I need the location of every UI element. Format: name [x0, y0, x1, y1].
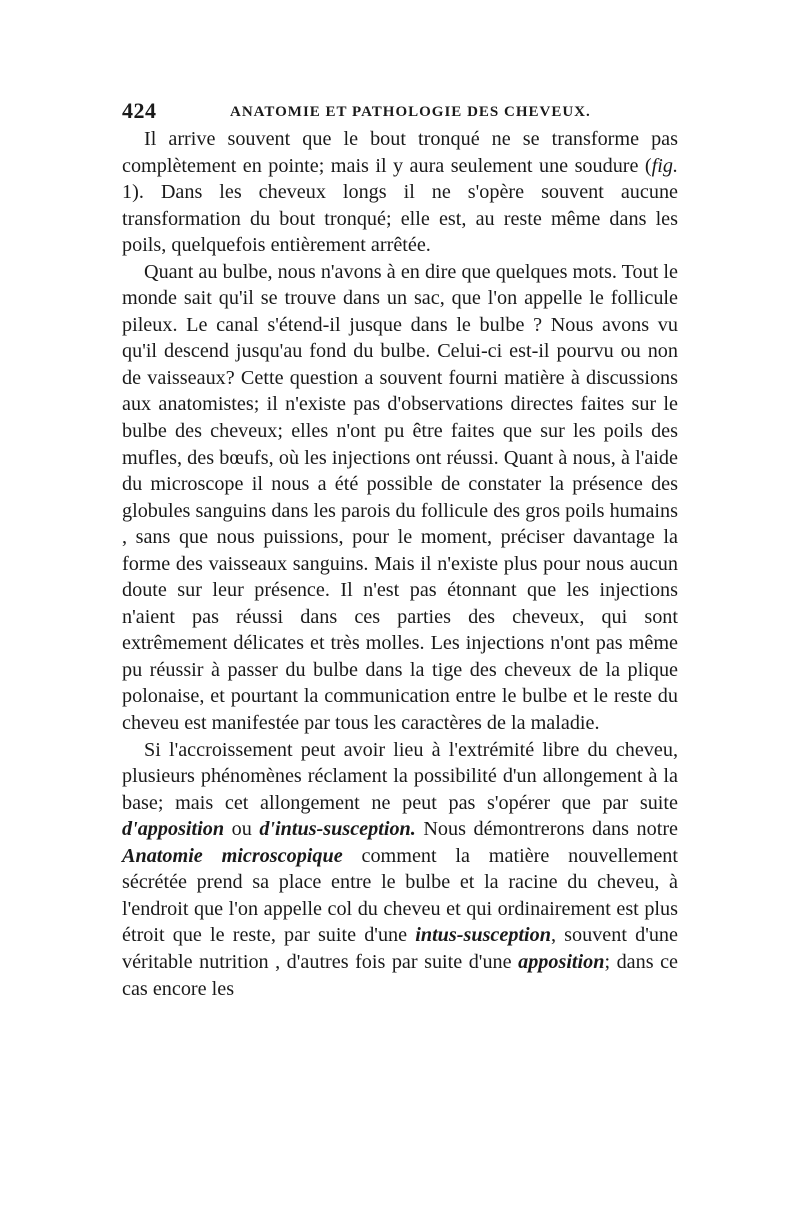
text-run: Si l'accroissement peut avoir lieu à l'extrémité libre du cheveu, plusieurs phénomènes réclament la possibilité d'un allongement à la base; mais cet allongement ne peut pas s'opérer que par suite [122, 738, 678, 814]
italic-term: d'apposition [122, 818, 225, 841]
text-run: Nous démontrerons dans notre [415, 818, 679, 841]
text-run: ou [224, 818, 260, 841]
italic-term: intus-susception [415, 924, 551, 947]
italic-term: apposition [518, 950, 605, 973]
paragraph-2: Quant au bulbe, nous n'avons à en dire que quelques mots. Tout le monde sait qu'il se trouve dans un sac, que l'on appelle le follicule pileux. Le canal s'étend-il jusque dans le bulbe ? Nous avons vu qu'il descend jusqu'au fond du bulbe. Celui-ci est-il pourvu ou non de vaisseaux? Cette question a souvent fourni matière à discussions aux anatomistes; il n'existe pas d'observations directes faites sur le bulbe des cheveux; elles n'ont pu être faites que sur les poils des mufles, des bœufs, où les injections ont réussi. Quant à nous, à l'aide du microscope il nous a été possible de constater la présence des globules sanguins dans les parois du follicule des gros poils humains , sans que nous puissions, pour le moment, préciser davantage la forme des vaisseaux sanguins. Mais il n'existe plus pour nous aucun doute sur leur présence. Il n'est pas étonnant que les injections n'aient pas réussi dans ces parties des cheveux, qui sont extrêmement délicates et très molles. Les injections n'ont pas même pu réussir à passer du bulbe dans la tige des cheveux de la plique polonaise, et pourtant la communication entre le bulbe et le reste du cheveu est manifestée par tous les caractères de la maladie. [122, 260, 678, 735]
text-run: ; dans ce cas encore les [122, 950, 678, 1000]
text-run: 1). Dans les cheveux longs il ne s'opère souvent aucune transformation du bout tronqué; elle est, au reste même dans les poils, quelquefois entièrement arrêtée. [122, 181, 678, 257]
text-run: , souvent d'une véritable nutrition , d'autres fois par suite d'une [122, 924, 678, 973]
body-text [122, 126, 678, 1002]
paragraph-3 [122, 737, 678, 1002]
book-title: Anatomie microscopique [122, 844, 343, 867]
text-run: comment la matière nouvellement sécrétée prend sa place entre le bulbe et la racine du cheveu, à l'endroit que l'on appelle col du cheveu et qui ordinairement est plus étroit que le reste, par suite d'une [122, 844, 679, 947]
paragraph-1 [122, 126, 678, 259]
italic-term: d'intus-susception. [259, 818, 416, 841]
running-head: ANATOMIE ET PATHOLOGIE DES CHEVEUX. [230, 104, 591, 120]
page-header [122, 98, 678, 122]
fig-reference: fig. [651, 154, 678, 177]
text-run: Il arrive souvent que le bout tronqué ne se transforme pas complètement en pointe; mais il y aura seulement une soudure ( [122, 128, 678, 177]
page-number: 424 [122, 98, 157, 123]
